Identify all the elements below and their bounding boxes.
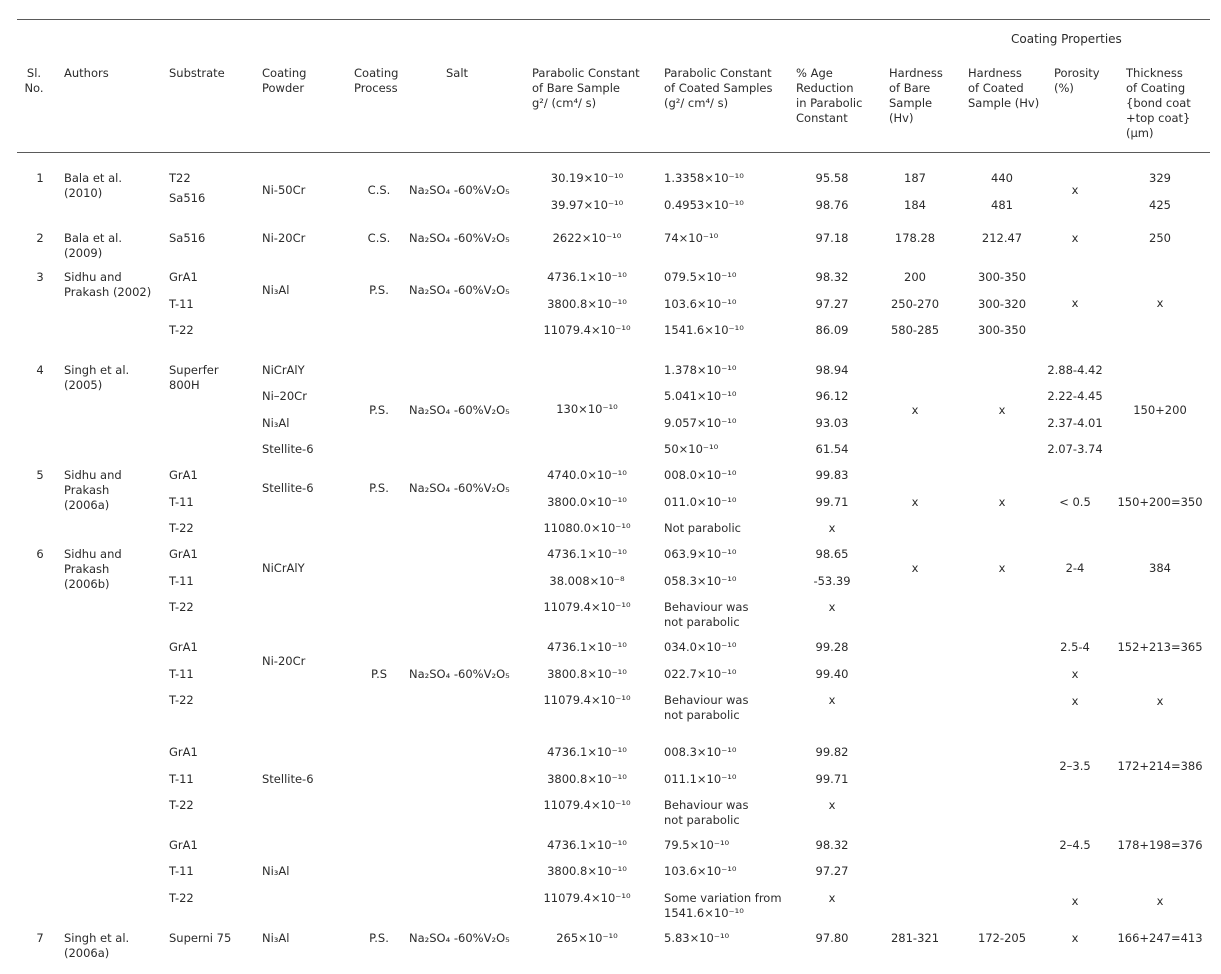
substrate-cell: Superfer 800H [169,363,219,392]
porosity-cell: 2-4 [1065,561,1085,575]
hardness-bare-cell: 184 [904,198,926,212]
substrate-cell: Sa516 [169,191,206,205]
coated-constant: 058.3×10⁻¹⁰ [664,574,737,588]
reduction-cell: 99.71 [815,495,849,509]
bare-constant: 11079.4×10⁻¹⁰ [543,891,631,905]
coated-constant: 1541.6×10⁻¹⁰ [664,323,744,337]
powder-cell: Ni-20Cr [262,231,306,245]
bare-constant: 4740.0×10⁻¹⁰ [547,468,627,482]
porosity-cell: 2.5-4 [1060,640,1090,654]
authors-cell: Bala et al. (2010) [64,171,122,200]
substrate-cell: GrA1 [169,745,198,759]
reduction-cell: 98.76 [815,198,849,212]
authors-cell: Sidhu and Prakash (2006b) [64,547,122,591]
porosity-cell: 2.22-4.45 [1047,389,1103,403]
powder-cell: Ni–20Cr [262,389,307,403]
top-rule [17,19,1210,20]
row-number: 6 [36,547,44,561]
salt-cell: Na₂SO₄ -60%V₂O₅ [409,667,510,681]
bare-constant: 3800.8×10⁻¹⁰ [547,297,627,311]
porosity-cell: x [1071,296,1079,310]
coated-constant: 5.041×10⁻¹⁰ [664,389,737,403]
substrate-cell: T-22 [169,798,194,812]
process-cell: P.S [370,667,388,681]
reduction-cell: x [828,693,836,707]
header-hardness-coated: Hardness of Coated Sample (Hv) [968,66,1040,110]
porosity-cell: x [1071,667,1079,681]
bare-constant: 3800.0×10⁻¹⁰ [547,495,627,509]
coated-constant: 103.6×10⁻¹⁰ [664,297,737,311]
reduction-cell: x [828,521,836,535]
coated-constant: 103.6×10⁻¹⁰ [664,864,737,878]
reduction-cell: 95.58 [815,171,849,185]
powder-cell: Ni₃Al [262,283,290,297]
substrate-cell: T22 [169,171,191,185]
hardness-bare-cell: 250-270 [890,297,940,311]
coated-constant: 011.1×10⁻¹⁰ [664,772,737,786]
substrate-cell: GrA1 [169,838,198,852]
coated-constant: 74×10⁻¹⁰ [664,231,719,245]
substrate-cell: T-11 [169,495,194,509]
thickness-cell: 150+200 [1133,403,1187,417]
hardness-bare-cell: 187 [904,171,926,185]
powder-cell: Ni₃Al [262,864,290,878]
row-number: 1 [36,171,44,185]
coated-constant: 022.7×10⁻¹⁰ [664,667,737,681]
powder-cell: Ni-20Cr [262,654,306,668]
hardness-bare-cell: x [911,561,919,575]
substrate-cell: T-22 [169,323,194,337]
header-hardness-bare: Hardness of Bare Sample (Hv) [889,66,943,125]
header-substrate: Substrate [169,66,225,80]
hardness-coated-cell: 481 [991,198,1013,212]
coated-constant: 1.3358×10⁻¹⁰ [664,171,744,185]
hardness-bare-cell: 580-285 [890,323,940,337]
coated-constant: 063.9×10⁻¹⁰ [664,547,737,561]
powder-cell: NiCrAlY [262,363,305,377]
reduction-cell: x [828,798,836,812]
substrate-cell: T-22 [169,521,194,535]
substrate-cell: T-11 [169,772,194,786]
process-cell: P.S. [369,403,389,417]
bare-constant: 3800.8×10⁻¹⁰ [547,772,627,786]
header-parabolic-coated: Parabolic Constant of Coated Samples (g²/ cm⁴/ s) [664,66,773,110]
hardness-coated-cell: 300-350 [977,270,1027,284]
substrate-cell: T-11 [169,297,194,311]
row-number: 3 [36,270,44,284]
header-authors: Authors [64,66,109,80]
substrate-cell: GrA1 [169,640,198,654]
coated-constant: 79.5×10⁻¹⁰ [664,838,730,852]
reduction-cell: 61.54 [815,442,849,456]
substrate-cell: T-11 [169,574,194,588]
header-rule [17,152,1210,153]
authors-cell: Sidhu and Prakash (2002) [64,270,152,299]
thickness-cell: 150+200=350 [1117,495,1203,509]
header-porosity: Porosity (%) [1054,66,1100,95]
reduction-cell: 93.03 [815,416,849,430]
hardness-coated-cell: x [998,403,1006,417]
hardness-coated-cell: 440 [991,171,1013,185]
coated-constant: 008.3×10⁻¹⁰ [664,745,737,759]
reduction-cell: 98.32 [815,838,849,852]
bare-constant: 11079.4×10⁻¹⁰ [543,600,631,614]
porosity-cell: x [1071,894,1079,908]
porosity-cell: 2.37-4.01 [1047,416,1103,430]
reduction-cell: 99.28 [815,640,849,654]
coated-constant: 008.0×10⁻¹⁰ [664,468,737,482]
reduction-cell: 99.82 [815,745,849,759]
reduction-cell: 96.12 [815,389,849,403]
coated-constant: Not parabolic [664,521,741,535]
reduction-cell: 97.27 [815,297,849,311]
coated-constant: Behaviour was not parabolic [664,693,749,722]
header-salt: Salt [446,66,469,80]
thickness-cell: x [1156,296,1164,310]
salt-cell: Na₂SO₄ -60%V₂O₅ [409,403,510,417]
substrate-cell: T-11 [169,864,194,878]
header-powder: Coating Powder [262,66,307,95]
substrate-cell: Sa516 [169,231,206,245]
reduction-cell: 99.83 [815,468,849,482]
reduction-cell: 99.40 [815,667,849,681]
coated-constant: 011.0×10⁻¹⁰ [664,495,737,509]
powder-cell: NiCrAlY [262,561,305,575]
thickness-cell: 384 [1149,561,1171,575]
salt-cell: Na₂SO₄ -60%V₂O₅ [409,931,510,945]
header-process: Coating Process [354,66,399,95]
powder-cell: Stellite-6 [262,772,314,786]
porosity-cell: 2.07-3.74 [1047,442,1103,456]
authors-cell: Singh et al. (2006a) [64,931,130,960]
reduction-cell: 98.65 [815,547,849,561]
porosity-cell: x [1071,694,1079,708]
substrate-cell: T-11 [169,667,194,681]
salt-cell: Na₂SO₄ -60%V₂O₅ [409,283,510,297]
thickness-cell: 152+213=365 [1117,640,1203,654]
reduction-cell: 97.18 [815,231,849,245]
bare-constant: 38.008×10⁻⁸ [549,574,625,588]
reduction-cell: x [828,891,836,905]
reduction-cell: 97.80 [815,931,849,945]
substrate-cell: GrA1 [169,270,198,284]
coated-constant: 0.4953×10⁻¹⁰ [664,198,744,212]
reduction-cell: 97.27 [815,864,849,878]
reduction-cell: x [828,600,836,614]
bare-constant: 130×10⁻¹⁰ [556,402,618,416]
porosity-cell: 2–4.5 [1059,838,1091,852]
coated-constant: 079.5×10⁻¹⁰ [664,270,737,284]
coated-constant: 5.83×10⁻¹⁰ [664,931,730,945]
hardness-bare-cell: 200 [904,270,926,284]
thickness-cell: 329 [1149,171,1171,185]
coated-constant: Behaviour was not parabolic [664,798,749,827]
hardness-coated-cell: 172-205 [977,931,1027,945]
bare-constant: 3800.8×10⁻¹⁰ [547,864,627,878]
bare-constant: 4736.1×10⁻¹⁰ [547,270,627,284]
salt-cell: Na₂SO₄ -60%V₂O₅ [409,481,510,495]
powder-cell: Stellite-6 [262,442,314,456]
hardness-bare-cell: x [911,495,919,509]
bare-constant: 265×10⁻¹⁰ [556,931,618,945]
thickness-cell: 178+198=376 [1117,838,1203,852]
header-parabolic-bare: Parabolic Constant of Bare Sample g²/ (cm⁴/ s) [532,66,640,110]
substrate-cell: Superni 75 [169,931,232,945]
bare-constant: 4736.1×10⁻¹⁰ [547,640,627,654]
reduction-cell: 98.94 [815,363,849,377]
porosity-cell: x [1071,231,1079,245]
powder-cell: Ni-50Cr [262,183,306,197]
thickness-cell: 166+247=413 [1117,931,1203,945]
hardness-bare-cell: x [911,403,919,417]
powder-cell: Ni₃Al [262,931,290,945]
bare-constant: 4736.1×10⁻¹⁰ [547,547,627,561]
coated-constant: 1.378×10⁻¹⁰ [664,363,737,377]
coated-constant: Some variation from 1541.6×10⁻¹⁰ [664,891,782,920]
substrate-cell: GrA1 [169,547,198,561]
row-number: 4 [36,363,44,377]
porosity-cell: < 0.5 [1059,495,1091,509]
hardness-coated-cell: 300-320 [977,297,1027,311]
hardness-coated-cell: 300-350 [977,323,1027,337]
thickness-cell: 425 [1149,198,1171,212]
authors-cell: Sidhu and Prakash (2006a) [64,468,122,512]
group-header: Coating Properties [1011,32,1122,46]
substrate-cell: T-22 [169,693,194,707]
bare-constant: 4736.1×10⁻¹⁰ [547,745,627,759]
header-reduction: % Age Reduction in Parabolic Constant [796,66,863,125]
coated-constant: 50×10⁻¹⁰ [664,442,719,456]
salt-cell: Na₂SO₄ -60%V₂O₅ [409,231,510,245]
bare-constant: 39.97×10⁻¹⁰ [550,198,624,212]
thickness-cell: x [1156,694,1164,708]
bare-constant: 11079.4×10⁻¹⁰ [543,693,631,707]
bare-constant: 11080.0×10⁻¹⁰ [543,521,631,535]
substrate-cell: T-22 [169,600,194,614]
header-thickness: Thickness of Coating {bond coat +top coat} (µm) [1126,66,1191,140]
thickness-cell: x [1156,894,1164,908]
bare-constant: 11079.4×10⁻¹⁰ [543,323,631,337]
hardness-bare-cell: 178.28 [894,231,936,245]
reduction-cell: 86.09 [815,323,849,337]
substrate-cell: T-22 [169,891,194,905]
coated-constant: 9.057×10⁻¹⁰ [664,416,737,430]
header-sl: Sl. No. [24,66,44,95]
substrate-cell: GrA1 [169,468,198,482]
porosity-cell: 2.88-4.42 [1047,363,1103,377]
porosity-cell: x [1071,931,1079,945]
process-cell: C.S. [367,183,391,197]
hardness-coated-cell: 212.47 [981,231,1023,245]
bare-constant: 11079.4×10⁻¹⁰ [543,798,631,812]
bare-constant: 4736.1×10⁻¹⁰ [547,838,627,852]
reduction-cell: 99.71 [815,772,849,786]
process-cell: P.S. [369,481,389,495]
authors-cell: Singh et al. (2005) [64,363,130,392]
coated-constant: Behaviour was not parabolic [664,600,749,629]
bare-constant: 30.19×10⁻¹⁰ [550,171,624,185]
process-cell: P.S. [369,931,389,945]
thickness-cell: 172+214=386 [1117,759,1203,773]
hardness-bare-cell: 281-321 [890,931,940,945]
reduction-cell: -53.39 [813,574,851,588]
coated-constant: 034.0×10⁻¹⁰ [664,640,737,654]
salt-cell: Na₂SO₄ -60%V₂O₅ [409,183,510,197]
powder-cell: Stellite-6 [262,481,314,495]
row-number: 5 [36,468,44,482]
row-number: 7 [36,931,44,945]
process-cell: C.S. [367,231,391,245]
bare-constant: 2622×10⁻¹⁰ [552,231,622,245]
porosity-cell: x [1071,183,1079,197]
thickness-cell: 250 [1149,231,1171,245]
authors-cell: Bala et al. (2009) [64,231,122,260]
hardness-coated-cell: x [998,495,1006,509]
process-cell: P.S. [369,283,389,297]
reduction-cell: 98.32 [815,270,849,284]
row-number: 2 [36,231,44,245]
porosity-cell: 2–3.5 [1059,759,1091,773]
hardness-coated-cell: x [998,561,1006,575]
powder-cell: Ni₃Al [262,416,290,430]
bare-constant: 3800.8×10⁻¹⁰ [547,667,627,681]
